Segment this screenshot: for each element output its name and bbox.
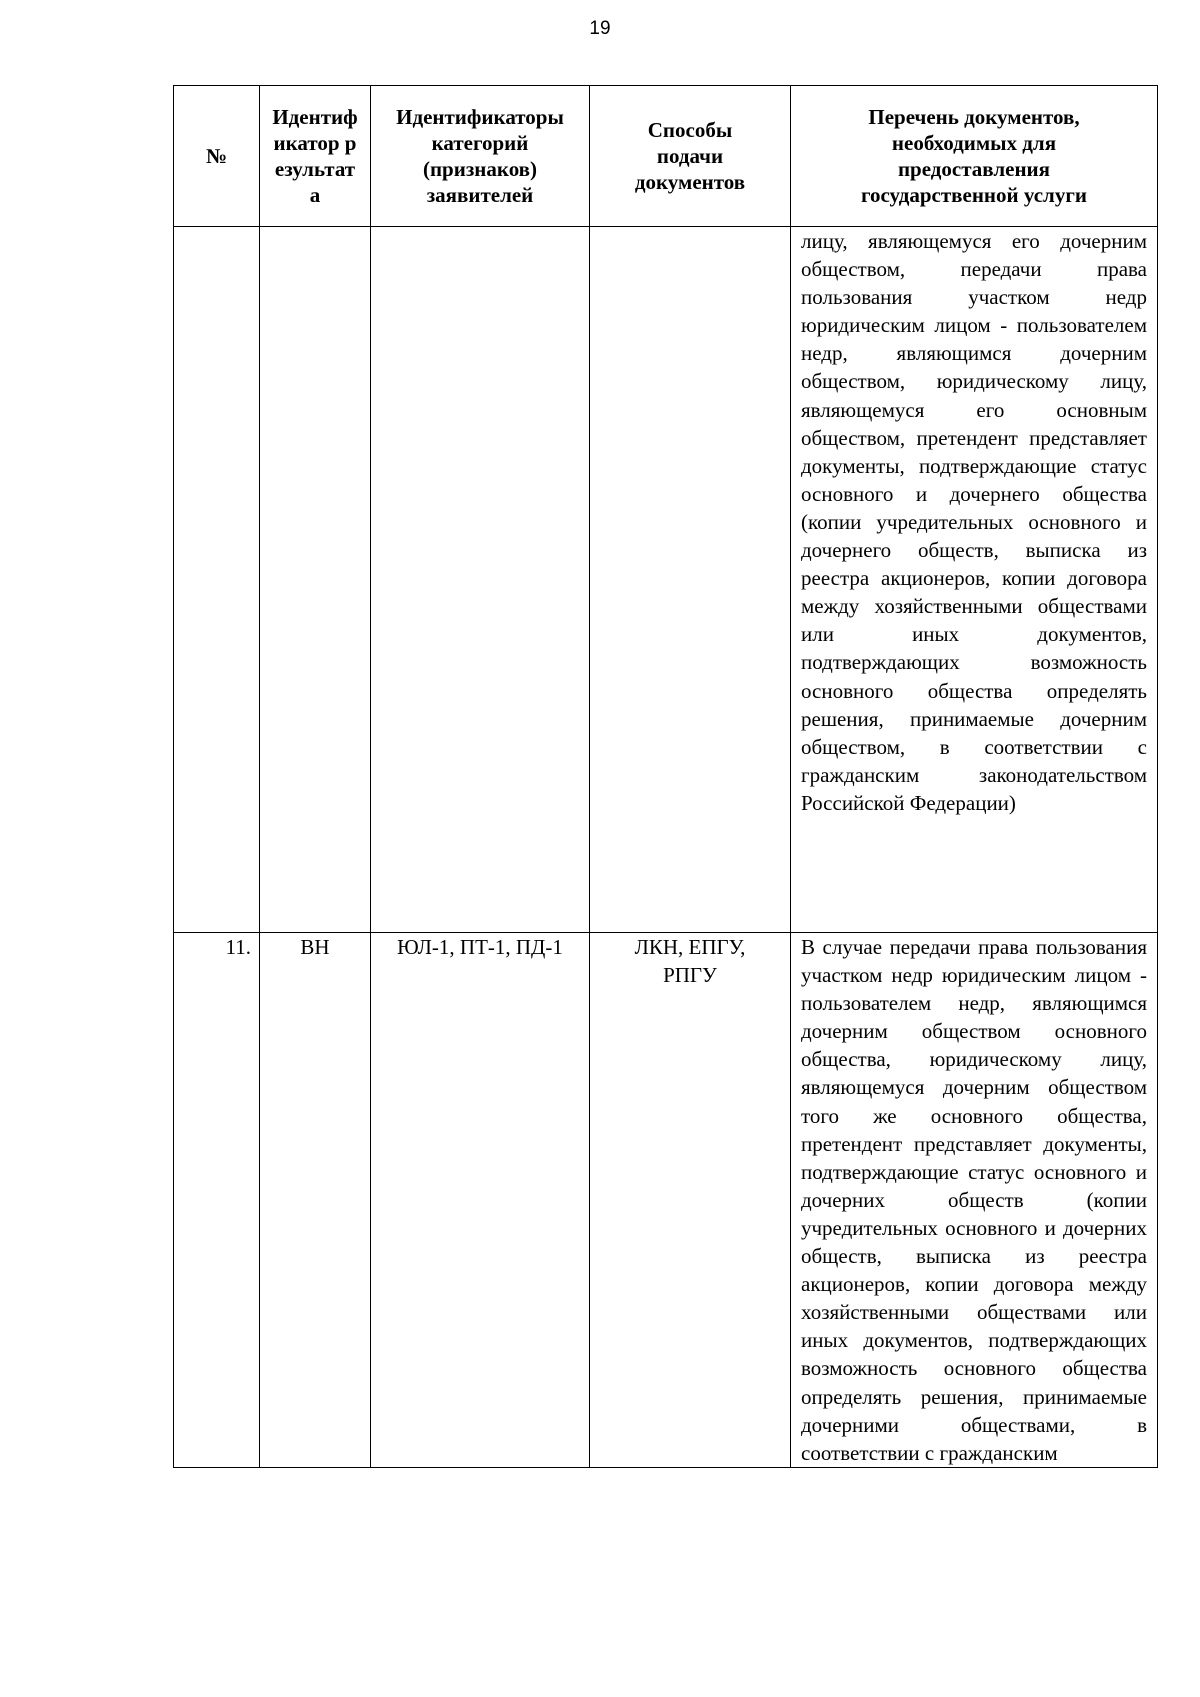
cell-documents-continuation bbox=[791, 227, 1158, 933]
header-num: № bbox=[174, 86, 260, 227]
cell-result-id-empty bbox=[260, 227, 371, 933]
table-row-continuation bbox=[174, 227, 1158, 933]
cell-num-empty bbox=[174, 227, 260, 933]
cell-categories-empty bbox=[371, 227, 590, 933]
header-methods: Способы подачи документов bbox=[590, 86, 791, 227]
page-number: 19 bbox=[589, 18, 611, 39]
services-table bbox=[173, 85, 1158, 1468]
cell-result-id: ВН bbox=[260, 933, 371, 1468]
header-result-id bbox=[260, 86, 371, 227]
header-result-id-text: Идентификатор результата bbox=[272, 105, 358, 207]
cell-methods-empty bbox=[590, 227, 791, 933]
table-header-row bbox=[174, 86, 1158, 227]
documents-continuation-text: лицу, являющемуся его дочерним обществом, передачи права пользования участком недр юридическим лицом - пользователем недр, являющимся дочерним обществом, юридическому лицу, являющемуся его основным обществом, претендент представляет документы, подтверждающие статус основного и дочернего общества (копии учредительных основного и дочернего обществ, выписка из реестра акционеров, копии договора между хозяйственными обществами или иных документов, подтверждающих возможность основного общества определять решения, принимаемые дочерним обществом, в соответствии с гражданским законодательством Российской Федерации) bbox=[801, 229, 1147, 815]
table-row-11 bbox=[174, 933, 1158, 1468]
documents-text: В случае передачи права пользования участком недр юридическим лицом - пользователем недр, являющимся дочерним обществом основного общества, юридическому лицу, являющемуся дочерним обществом того же основного общества, претендент представляет документы, подтверждающие статус основного и дочерних обществ (копии учредительных основного и дочерних обществ, выписка из реестра акционеров, копии договора между хозяйственными обществами или иных документов, подтверждающих возможность основного общества определять решения, принимаемые дочерними обществами, в соответствии с гражданским bbox=[801, 935, 1147, 1465]
cell-categories: ЮЛ-1, ПТ-1, ПД-1 bbox=[371, 933, 590, 1468]
header-documents: Перечень документов, необходимых для предоставления государственной услуги bbox=[791, 86, 1158, 227]
header-categories: Идентификаторы категорий (признаков) заявителей bbox=[371, 86, 590, 227]
cell-documents bbox=[791, 933, 1158, 1468]
cell-methods: ЛКН, ЕПГУ, РПГУ bbox=[590, 933, 791, 1468]
cell-num: 11. bbox=[174, 933, 260, 1468]
